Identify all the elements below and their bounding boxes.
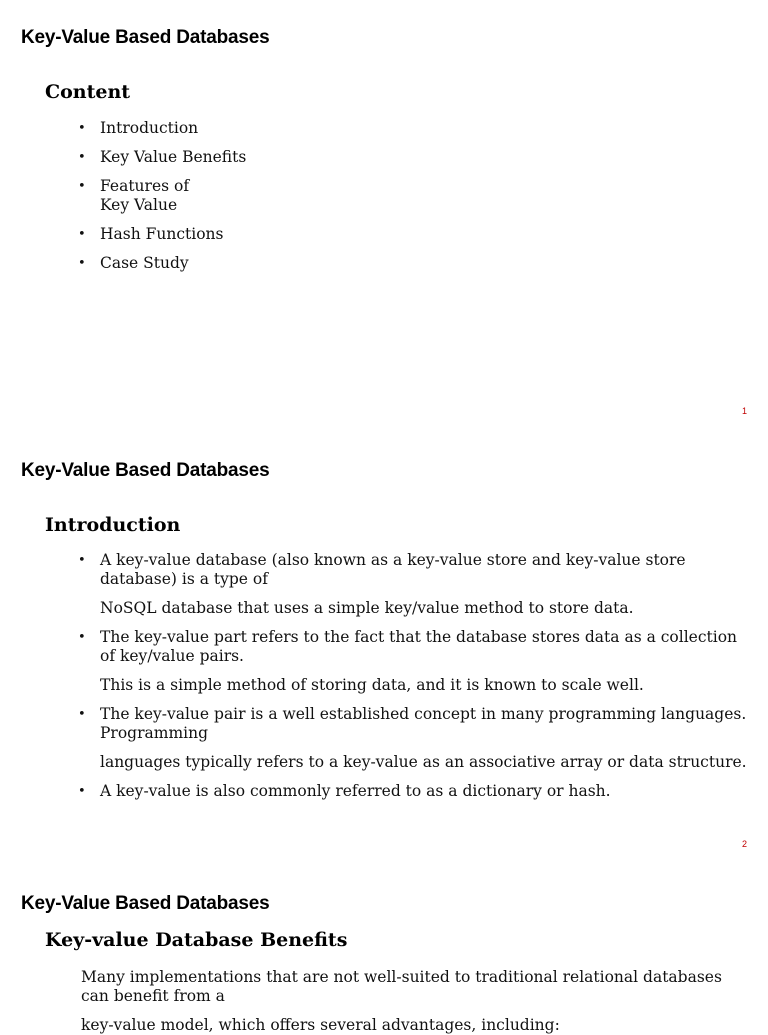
paragraph-line: key-value model, which offers several advantages, including:	[81, 1016, 560, 1034]
list-item-text: A key-value database (also known as a key-value store and key-value store database) is a type of	[100, 551, 686, 588]
section-heading: Introduction	[45, 514, 181, 536]
list-item-continuation: This is a simple method of storing data, and it is known to scale well.	[100, 676, 644, 694]
list-item	[0, 119, 246, 138]
bullet-icon: •	[78, 150, 86, 165]
content-list	[0, 119, 246, 273]
section-heading: Key-value Database Benefits	[45, 929, 348, 951]
slide-title: Key-Value Based Databases	[21, 27, 270, 48]
page-number: 2	[741, 839, 747, 849]
bullet-icon: •	[78, 784, 86, 799]
bullet-icon: •	[78, 227, 86, 242]
list-item-continuation: NoSQL database that uses a simple key/value method to store data.	[100, 599, 634, 617]
bullet-icon: •	[78, 630, 86, 645]
slide-3	[0, 866, 768, 1034]
list-item	[0, 551, 750, 589]
paragraph-line: Many implementations that are not well-suited to traditional relational databases can benefit from a	[81, 968, 722, 1005]
bullet-icon: •	[78, 256, 86, 271]
list-item	[0, 782, 750, 801]
list-item-text: Hash Functions	[100, 225, 224, 243]
slide-title: Key-Value Based Databases	[21, 460, 270, 481]
list-item-text: The key-value pair is a well established concept in many programming languages. Programming	[100, 705, 747, 742]
intro-list	[0, 551, 750, 801]
bullet-icon: •	[78, 707, 86, 722]
list-item-text: Case Study	[100, 254, 189, 272]
slide-title: Key-Value Based Databases	[21, 893, 270, 914]
list-item-text: Key Value Benefits	[100, 148, 247, 166]
list-item	[0, 225, 246, 244]
list-item-text: Introduction	[100, 119, 199, 137]
benefits-paragraph-cont	[81, 1016, 751, 1035]
page-number: 1	[741, 406, 747, 416]
list-item	[0, 254, 246, 273]
slide-1	[0, 0, 768, 433]
list-item	[0, 148, 246, 167]
list-item-text: Features of Key Value	[100, 177, 190, 214]
bullet-icon: •	[78, 121, 86, 136]
list-item-continuation: languages typically refers to a key-value as an associative array or data structure.	[100, 753, 747, 771]
slide-2	[0, 433, 768, 866]
list-item-text: A key-value is also commonly referred to as a dictionary or hash.	[100, 782, 611, 800]
list-item	[0, 705, 750, 743]
benefits-paragraph	[81, 968, 751, 1006]
bullet-icon: •	[78, 553, 86, 568]
section-heading: Content	[45, 81, 131, 103]
list-item	[0, 628, 750, 666]
bullet-icon: •	[78, 179, 86, 194]
list-item	[0, 177, 222, 215]
list-item-text: The key-value part refers to the fact that the database stores data as a collection of key/value pairs.	[100, 628, 738, 665]
